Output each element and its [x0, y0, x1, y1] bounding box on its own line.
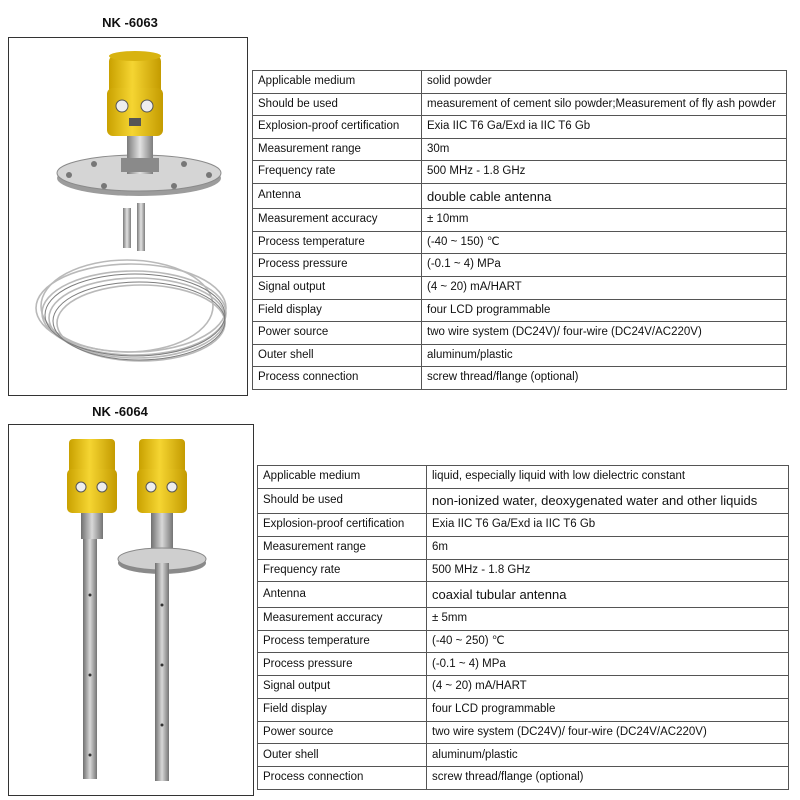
spec-value: measurement of cement silo powder;Measurement of fly ash powder [422, 93, 787, 116]
spec-key: Process pressure [253, 254, 422, 277]
spec-row [258, 582, 789, 607]
spec-row [253, 367, 787, 390]
spec-value: two wire system (DC24V)/ four-wire (DC24V/AC220V) [422, 322, 787, 345]
spec-key: Signal output [258, 676, 427, 699]
product-1-spec-table [252, 70, 787, 390]
spec-value: 30m [422, 138, 787, 161]
spec-value: coaxial tubular antenna [427, 582, 789, 607]
spec-key: Measurement range [253, 138, 422, 161]
spec-value: aluminum/plastic [422, 344, 787, 367]
spec-key: Field display [253, 299, 422, 322]
spec-key: Outer shell [258, 744, 427, 767]
spec-row [253, 71, 787, 94]
spec-value: non-ionized water, deoxygenated water and other liquids [427, 488, 789, 513]
product-2-model-title: NK -6064 [92, 404, 148, 419]
spec-value: aluminum/plastic [427, 744, 789, 767]
spec-value: (-40 ~ 250) ℃ [427, 630, 789, 653]
spec-key: Frequency rate [253, 161, 422, 184]
spec-row [253, 344, 787, 367]
spec-value: four LCD programmable [422, 299, 787, 322]
spec-key: Power source [258, 721, 427, 744]
spec-row [258, 630, 789, 653]
spec-value: double cable antenna [422, 183, 787, 208]
spec-row [253, 322, 787, 345]
spec-key: Power source [253, 322, 422, 345]
product-2-photo [8, 424, 254, 796]
spec-key: Should be used [258, 488, 427, 513]
spec-row [253, 209, 787, 232]
spec-row [258, 676, 789, 699]
spec-key: Process connection [258, 767, 427, 790]
spec-value: (-40 ~ 150) ℃ [422, 231, 787, 254]
spec-row [258, 488, 789, 513]
spec-row [253, 183, 787, 208]
spec-row [253, 93, 787, 116]
spec-key: Frequency rate [258, 559, 427, 582]
spec-value: Exia IIC T6 Ga/Exd ia IIC T6 Gb [422, 116, 787, 139]
product-1-model-title: NK -6063 [102, 15, 158, 30]
spec-key: Explosion-proof certification [258, 514, 427, 537]
spec-value: ± 5mm [427, 607, 789, 630]
spec-key: Explosion-proof certification [253, 116, 422, 139]
spec-value: two wire system (DC24V)/ four-wire (DC24V/AC220V) [427, 721, 789, 744]
spec-key: Signal output [253, 276, 422, 299]
spec-value: 6m [427, 536, 789, 559]
spec-row [258, 514, 789, 537]
spec-row [258, 698, 789, 721]
product-1-photo [8, 37, 248, 396]
spec-value: screw thread/flange (optional) [422, 367, 787, 390]
spec-row [253, 299, 787, 322]
spec-key: Outer shell [253, 344, 422, 367]
spec-key: Measurement accuracy [253, 209, 422, 232]
spec-value: liquid, especially liquid with low dielectric constant [427, 466, 789, 489]
double-cable-radar-image [9, 38, 247, 395]
spec-row [253, 276, 787, 299]
spec-key: Process pressure [258, 653, 427, 676]
spec-key: Applicable medium [258, 466, 427, 489]
spec-key: Antenna [253, 183, 422, 208]
spec-value: solid powder [422, 71, 787, 94]
spec-value: (4 ~ 20) mA/HART [422, 276, 787, 299]
spec-key: Applicable medium [253, 71, 422, 94]
spec-row [258, 466, 789, 489]
spec-row [253, 138, 787, 161]
spec-value: (4 ~ 20) mA/HART [427, 676, 789, 699]
spec-row [253, 116, 787, 139]
coaxial-tube-radar-image [9, 425, 253, 795]
product-1-spec-body [253, 71, 787, 390]
spec-row [258, 536, 789, 559]
spec-key: Should be used [253, 93, 422, 116]
spec-key: Process temperature [253, 231, 422, 254]
product-2-spec-table [257, 465, 789, 790]
spec-key: Measurement range [258, 536, 427, 559]
spec-key: Process connection [253, 367, 422, 390]
spec-row [258, 767, 789, 790]
spec-key: Antenna [258, 582, 427, 607]
spec-value: ± 10mm [422, 209, 787, 232]
spec-key: Process temperature [258, 630, 427, 653]
spec-row [258, 607, 789, 630]
spec-value: four LCD programmable [427, 698, 789, 721]
spec-value: (-0.1 ~ 4) MPa [427, 653, 789, 676]
spec-key: Measurement accuracy [258, 607, 427, 630]
spec-row [253, 231, 787, 254]
spec-row [253, 161, 787, 184]
spec-row [258, 744, 789, 767]
spec-value: (-0.1 ~ 4) MPa [422, 254, 787, 277]
spec-value: Exia IIC T6 Ga/Exd ia IIC T6 Gb [427, 514, 789, 537]
spec-row [258, 721, 789, 744]
spec-row [258, 653, 789, 676]
spec-value: 500 MHz - 1.8 GHz [422, 161, 787, 184]
product-2-spec-body [258, 466, 789, 790]
spec-row [258, 559, 789, 582]
spec-row [253, 254, 787, 277]
spec-value: 500 MHz - 1.8 GHz [427, 559, 789, 582]
spec-value: screw thread/flange (optional) [427, 767, 789, 790]
spec-key: Field display [258, 698, 427, 721]
